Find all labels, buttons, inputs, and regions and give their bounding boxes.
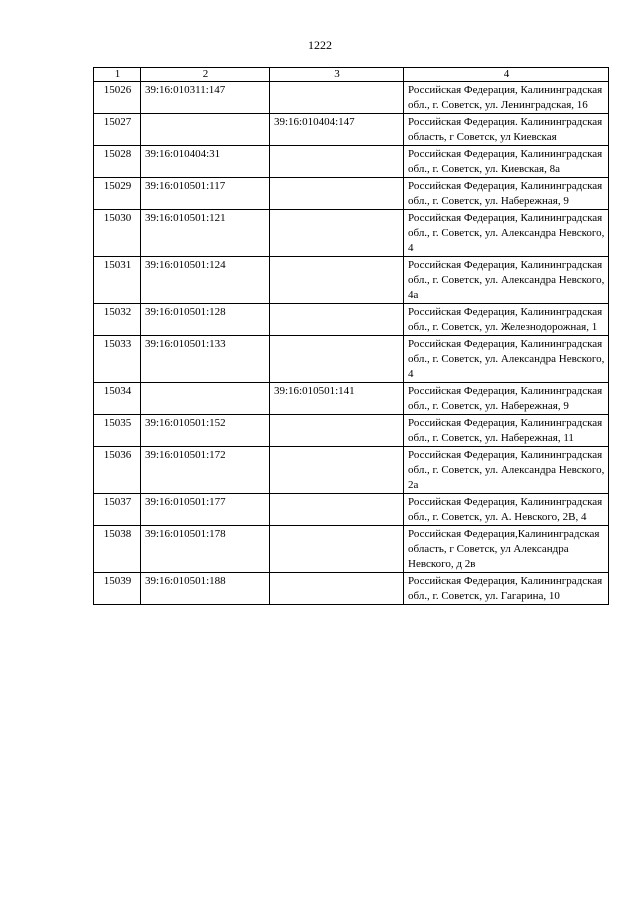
cadastral-number-alt-cell: [270, 146, 404, 178]
cadastral-number-alt-cell: [270, 336, 404, 383]
address-cell: Российская Федерация, Калининградская обл., г. Советск, ул. Набережная, 9: [404, 178, 609, 210]
cadastral-number-alt-cell: [270, 257, 404, 304]
row-number-cell: 15031: [94, 257, 141, 304]
cadastral-number-alt-cell: [270, 178, 404, 210]
address-cell: Российская Федерация, Калининградская обл., г. Советск, ул. Набережная, 11: [404, 415, 609, 447]
row-number-cell: 15029: [94, 178, 141, 210]
cadastral-number-alt-cell: [270, 447, 404, 494]
cadastral-number-cell: 39:16:010501:117: [141, 178, 270, 210]
registry-table: [93, 67, 609, 605]
row-number-cell: 15026: [94, 82, 141, 114]
cadastral-number-cell: [141, 114, 270, 146]
table-row: [94, 146, 609, 178]
cadastral-number-alt-cell: [270, 415, 404, 447]
cadastral-number-alt-cell: [270, 82, 404, 114]
table-row: [94, 573, 609, 605]
address-cell: Российская Федерация, Калининградская обл., г. Советск, ул. Ленинградская, 16: [404, 82, 609, 114]
table-row: [94, 210, 609, 257]
address-cell: Российская Федерация, Калининградская обл., г. Советск, ул. Набережная, 9: [404, 383, 609, 415]
row-number-cell: 15035: [94, 415, 141, 447]
address-cell: Российская Федерация, Калининградская обл., г. Советск, ул. Александра Невского, 4: [404, 336, 609, 383]
address-cell: Российская Федерация, Калининградская обл., г. Советск, ул. Железнодорожная, 1: [404, 304, 609, 336]
cadastral-number-cell: 39:16:010501:172: [141, 447, 270, 494]
row-number-cell: 15036: [94, 447, 141, 494]
row-number-cell: 15032: [94, 304, 141, 336]
table-row: [94, 304, 609, 336]
address-cell: Российская Федерация, Калининградская обл., г. Советск, ул. Киевская, 8а: [404, 146, 609, 178]
cadastral-number-alt-cell: [270, 304, 404, 336]
column-header-2: 2: [141, 68, 270, 82]
address-cell: Российская Федерация, Калининградская обл., г. Советск, ул. Александра Невского, 2а: [404, 447, 609, 494]
cadastral-number-cell: 39:16:010501:124: [141, 257, 270, 304]
cadastral-number-alt-cell: [270, 526, 404, 573]
row-number-cell: 15028: [94, 146, 141, 178]
cadastral-number-alt-cell: 39:16:010404:147: [270, 114, 404, 146]
cadastral-number-alt-cell: 39:16:010501:141: [270, 383, 404, 415]
table-row: [94, 494, 609, 526]
table-row: [94, 415, 609, 447]
table-row: [94, 383, 609, 415]
table-row: [94, 114, 609, 146]
row-number-cell: 15037: [94, 494, 141, 526]
address-cell: Российская Федерация. Калининградская область, г Советск, ул Киевская: [404, 114, 609, 146]
column-header-1: 1: [94, 68, 141, 82]
cadastral-number-cell: 39:16:010501:121: [141, 210, 270, 257]
cadastral-number-cell: 39:16:010501:177: [141, 494, 270, 526]
table-body: [94, 82, 609, 605]
table-row: [94, 526, 609, 573]
cadastral-number-cell: 39:16:010501:188: [141, 573, 270, 605]
cadastral-number-cell: 39:16:010404:31: [141, 146, 270, 178]
table-row: [94, 178, 609, 210]
row-number-cell: 15027: [94, 114, 141, 146]
cadastral-number-alt-cell: [270, 210, 404, 257]
header-row: [94, 68, 609, 82]
table-row: [94, 447, 609, 494]
cadastral-number-cell: 39:16:010501:152: [141, 415, 270, 447]
cadastral-number-cell: 39:16:010501:133: [141, 336, 270, 383]
cadastral-number-cell: [141, 383, 270, 415]
column-header-4: 4: [404, 68, 609, 82]
row-number-cell: 15039: [94, 573, 141, 605]
address-cell: Российская Федерация, Калининградская обл., г. Советск, ул. А. Невского, 2В, 4: [404, 494, 609, 526]
cadastral-number-cell: 39:16:010501:178: [141, 526, 270, 573]
table-header: [94, 68, 609, 82]
table-row: [94, 257, 609, 304]
row-number-cell: 15033: [94, 336, 141, 383]
cadastral-number-cell: 39:16:010311:147: [141, 82, 270, 114]
address-cell: Российская Федерация,Калининградская область, г Советск, ул Александра Невского, д 2в: [404, 526, 609, 573]
address-cell: Российская Федерация, Калининградская обл., г. Советск, ул. Александра Невского, 4: [404, 210, 609, 257]
row-number-cell: 15034: [94, 383, 141, 415]
address-cell: Российская Федерация, Калининградская обл., г. Советск, ул. Александра Невского, 4а: [404, 257, 609, 304]
column-header-3: 3: [270, 68, 404, 82]
address-cell: Российская Федерация, Калининградская обл., г. Советск, ул. Гагарина, 10: [404, 573, 609, 605]
page-number: 1222: [308, 38, 332, 52]
table-row: [94, 82, 609, 114]
cadastral-number-alt-cell: [270, 573, 404, 605]
row-number-cell: 15038: [94, 526, 141, 573]
row-number-cell: 15030: [94, 210, 141, 257]
cadastral-number-alt-cell: [270, 494, 404, 526]
cadastral-number-cell: 39:16:010501:128: [141, 304, 270, 336]
table-row: [94, 336, 609, 383]
